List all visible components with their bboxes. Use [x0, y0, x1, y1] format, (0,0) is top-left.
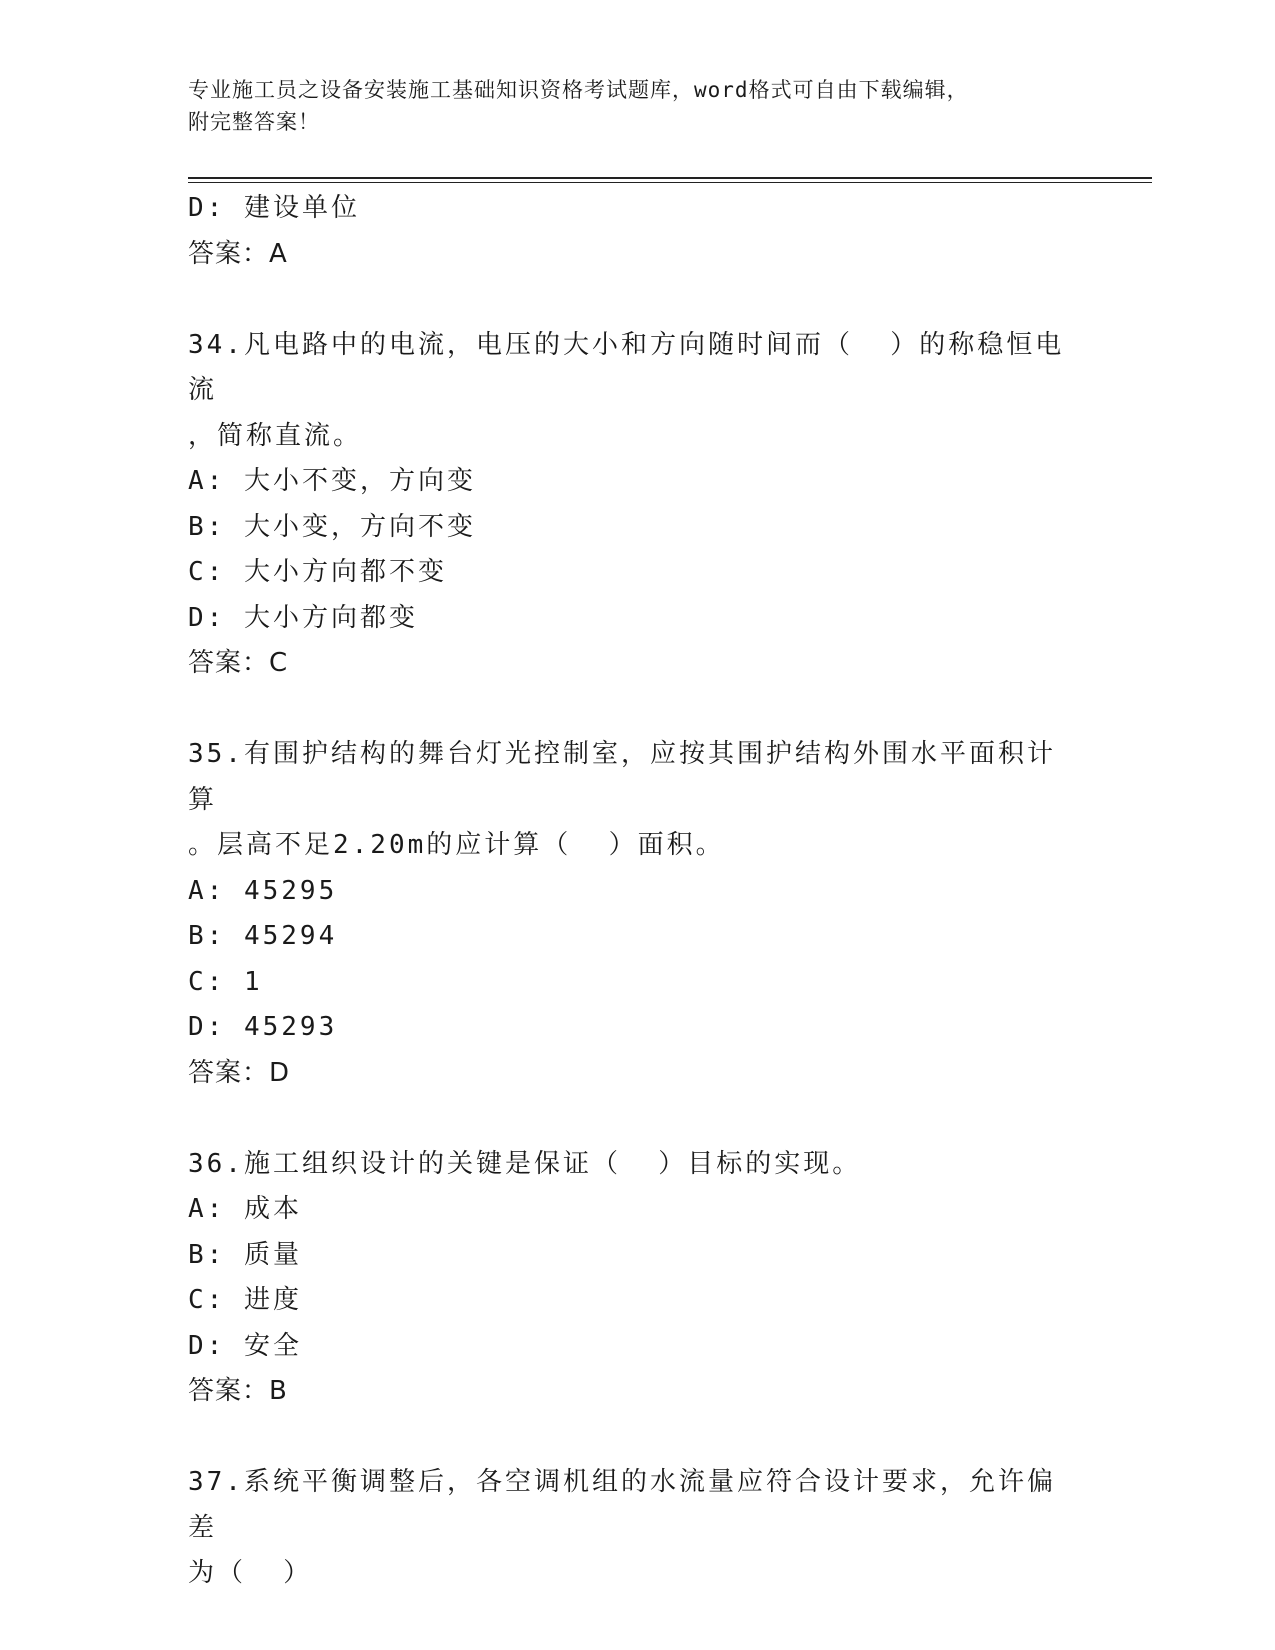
document-header — [188, 74, 1068, 138]
question-stem-line-2: 。层高不足2.20m的应计算（ ）面积。 — [188, 830, 725, 860]
question-stem-line-2: 为（ ） — [188, 1558, 313, 1588]
header-rule-thick — [188, 177, 1152, 179]
option-d: D: 安全 — [188, 1330, 302, 1361]
question-37 — [188, 1460, 1078, 1597]
option-a: A: 大小不变，方向变 — [188, 466, 476, 496]
answer: 答案：B — [188, 1376, 288, 1406]
option-c: C: 1 — [188, 966, 263, 997]
question-34 — [188, 323, 1078, 687]
option-c: C: 进度 — [188, 1285, 302, 1315]
option-b: B: 45294 — [188, 921, 338, 951]
option-b: B: 大小变，方向不变 — [188, 511, 476, 542]
answer: 答案：A — [188, 238, 288, 269]
question-stem-line-1: 34.凡电路中的电流，电压的大小和方向随时间而（ ）的称稳恒电流 — [188, 329, 1065, 405]
question-36 — [188, 1142, 1078, 1415]
option-c: C: 大小方向都不变 — [188, 557, 447, 587]
answer: 答案：C — [188, 648, 289, 678]
question-stem-line-1: 36.施工组织设计的关键是保证（ ）目标的实现。 — [188, 1148, 862, 1179]
option-b: B: 质量 — [188, 1239, 302, 1270]
question-stem-line-2: ，简称直流。 — [188, 420, 363, 451]
answer: 答案：D — [188, 1057, 291, 1088]
previous-question-tail — [188, 186, 1078, 277]
header-line-2: 附完整答案！ — [188, 110, 320, 134]
option-d: D: 45293 — [188, 1012, 338, 1042]
question-stem-line-1: 37.系统平衡调整后，各空调机组的水流量应符合设计要求，允许偏差 — [188, 1467, 1056, 1543]
header-line-1: 专业施工员之设备安装施工基础知识资格考试题库，word格式可自由下载编辑， — [188, 78, 969, 102]
option-a: A: 成本 — [188, 1194, 302, 1224]
question-list — [188, 186, 1078, 1597]
question-35 — [188, 732, 1078, 1096]
question-stem-line-1: 35.有围护结构的舞台灯光控制室，应按其围护结构外围水平面积计算 — [188, 739, 1056, 815]
header-rule-thin — [188, 182, 1152, 183]
option-d: D: 建设单位 — [188, 193, 360, 223]
option-d: D: 大小方向都变 — [188, 602, 418, 633]
option-a: A: 45295 — [188, 875, 338, 906]
